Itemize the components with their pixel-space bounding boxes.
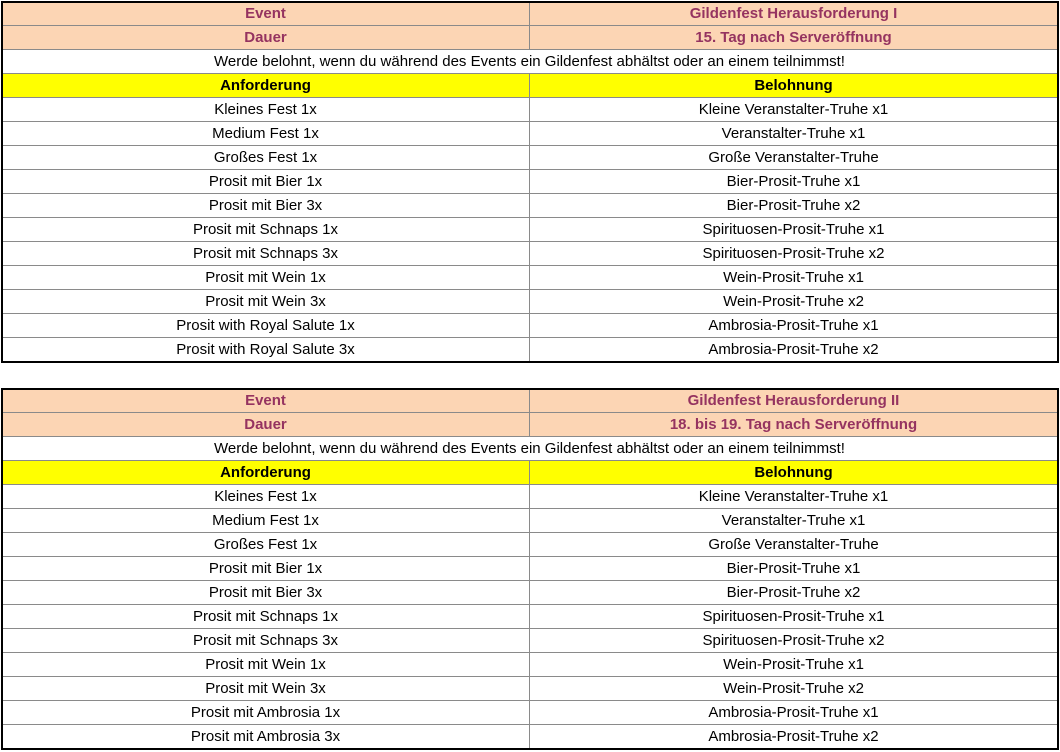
requirement-cell[interactable]: Prosit mit Wein 3x <box>2 677 530 701</box>
reward-cell[interactable]: Wein-Prosit-Truhe x2 <box>530 677 1058 701</box>
reward-cell[interactable]: Ambrosia-Prosit-Truhe x2 <box>530 338 1058 362</box>
requirement-cell[interactable]: Prosit mit Wein 1x <box>2 653 530 677</box>
table-row <box>2 314 1058 338</box>
table-row <box>2 653 1058 677</box>
description-cell[interactable]: Werde belohnt, wenn du während des Events ein Gildenfest abhältst oder an einem teilnimmst! <box>2 437 1058 461</box>
reward-cell[interactable]: Wein-Prosit-Truhe x1 <box>530 653 1058 677</box>
duration-label-cell[interactable]: Dauer <box>2 413 530 437</box>
table-row <box>2 509 1058 533</box>
reward-cell[interactable]: Ambrosia-Prosit-Truhe x1 <box>530 701 1058 725</box>
requirement-cell[interactable]: Prosit mit Schnaps 1x <box>2 605 530 629</box>
event-row <box>2 389 1058 413</box>
description-row <box>2 50 1058 74</box>
requirement-cell[interactable]: Prosit mit Ambrosia 3x <box>2 725 530 749</box>
reward-cell[interactable]: Bier-Prosit-Truhe x1 <box>530 170 1058 194</box>
event-row <box>2 2 1058 26</box>
table-row <box>2 98 1058 122</box>
reward-cell[interactable]: Große Veranstalter-Truhe <box>530 533 1058 557</box>
table-row <box>2 218 1058 242</box>
duration-row <box>2 413 1058 437</box>
requirement-cell[interactable]: Prosit mit Schnaps 3x <box>2 242 530 266</box>
table-row <box>2 338 1058 362</box>
table-row <box>2 725 1058 749</box>
event-name-cell[interactable]: Gildenfest Herausforderung I <box>530 2 1058 26</box>
event-label-cell[interactable]: Event <box>2 389 530 413</box>
requirement-cell[interactable]: Prosit mit Ambrosia 1x <box>2 701 530 725</box>
requirement-cell[interactable]: Prosit mit Bier 1x <box>2 170 530 194</box>
table-row <box>2 485 1058 509</box>
reward-cell[interactable]: Spirituosen-Prosit-Truhe x1 <box>530 218 1058 242</box>
table-row <box>2 557 1058 581</box>
duration-label-cell[interactable]: Dauer <box>2 26 530 50</box>
event-table-2 <box>1 388 1058 749</box>
requirement-cell[interactable]: Prosit mit Schnaps 3x <box>2 629 530 653</box>
reward-cell[interactable]: Bier-Prosit-Truhe x2 <box>530 194 1058 218</box>
column-header-reward[interactable]: Belohnung <box>530 74 1058 98</box>
table-row <box>2 581 1058 605</box>
table-row <box>2 242 1058 266</box>
table-row <box>2 533 1058 557</box>
reward-cell[interactable]: Veranstalter-Truhe x1 <box>530 509 1058 533</box>
requirement-cell[interactable]: Prosit mit Wein 1x <box>2 266 530 290</box>
requirement-cell[interactable]: Prosit mit Wein 3x <box>2 290 530 314</box>
requirement-cell[interactable]: Prosit mit Bier 3x <box>2 194 530 218</box>
table-row <box>2 170 1058 194</box>
reward-cell[interactable]: Bier-Prosit-Truhe x2 <box>530 581 1058 605</box>
description-row <box>2 437 1058 461</box>
column-header-reward[interactable]: Belohnung <box>530 461 1058 485</box>
column-header-requirement[interactable]: Anforderung <box>2 74 530 98</box>
requirement-cell[interactable]: Prosit with Royal Salute 3x <box>2 338 530 362</box>
reward-cell[interactable]: Ambrosia-Prosit-Truhe x1 <box>530 314 1058 338</box>
table-row <box>2 290 1058 314</box>
table-row <box>2 629 1058 653</box>
table-row <box>2 701 1058 725</box>
duration-value-cell[interactable]: 18. bis 19. Tag nach Serveröffnung <box>530 413 1058 437</box>
requirement-cell[interactable]: Prosit with Royal Salute 1x <box>2 314 530 338</box>
reward-cell[interactable]: Spirituosen-Prosit-Truhe x2 <box>530 629 1058 653</box>
requirement-cell[interactable]: Prosit mit Bier 3x <box>2 581 530 605</box>
reward-cell[interactable]: Spirituosen-Prosit-Truhe x2 <box>530 242 1058 266</box>
reward-cell[interactable]: Wein-Prosit-Truhe x1 <box>530 266 1058 290</box>
duration-value-cell[interactable]: 15. Tag nach Serveröffnung <box>530 26 1058 50</box>
requirement-cell[interactable]: Kleines Fest 1x <box>2 485 530 509</box>
reward-cell[interactable]: Große Veranstalter-Truhe <box>530 146 1058 170</box>
requirement-cell[interactable]: Prosit mit Bier 1x <box>2 557 530 581</box>
reward-cell[interactable]: Ambrosia-Prosit-Truhe x2 <box>530 725 1058 749</box>
reward-cell[interactable]: Kleine Veranstalter-Truhe x1 <box>530 485 1058 509</box>
duration-row <box>2 26 1058 50</box>
reward-cell[interactable]: Wein-Prosit-Truhe x2 <box>530 290 1058 314</box>
column-header-row <box>2 74 1058 98</box>
table-row <box>2 194 1058 218</box>
requirement-cell[interactable]: Großes Fest 1x <box>2 146 530 170</box>
requirement-cell[interactable]: Prosit mit Schnaps 1x <box>2 218 530 242</box>
column-header-row <box>2 461 1058 485</box>
requirement-cell[interactable]: Kleines Fest 1x <box>2 98 530 122</box>
table-row <box>2 605 1058 629</box>
requirement-cell[interactable]: Medium Fest 1x <box>2 122 530 146</box>
reward-cell[interactable]: Spirituosen-Prosit-Truhe x1 <box>530 605 1058 629</box>
event-name-cell[interactable]: Gildenfest Herausforderung II <box>530 389 1058 413</box>
reward-cell[interactable]: Kleine Veranstalter-Truhe x1 <box>530 98 1058 122</box>
table-row <box>2 146 1058 170</box>
event-label-cell[interactable]: Event <box>2 2 530 26</box>
column-header-requirement[interactable]: Anforderung <box>2 461 530 485</box>
requirement-cell[interactable]: Großes Fest 1x <box>2 533 530 557</box>
reward-cell[interactable]: Veranstalter-Truhe x1 <box>530 122 1058 146</box>
description-cell[interactable]: Werde belohnt, wenn du während des Events ein Gildenfest abhältst oder an einem teilnimmst! <box>2 50 1058 74</box>
requirement-cell[interactable]: Medium Fest 1x <box>2 509 530 533</box>
table-row <box>2 677 1058 701</box>
reward-cell[interactable]: Bier-Prosit-Truhe x1 <box>530 557 1058 581</box>
event-table-1 <box>1 1 1058 362</box>
empty-row-gap <box>0 364 1060 386</box>
table-row <box>2 122 1058 146</box>
table-row <box>2 266 1058 290</box>
